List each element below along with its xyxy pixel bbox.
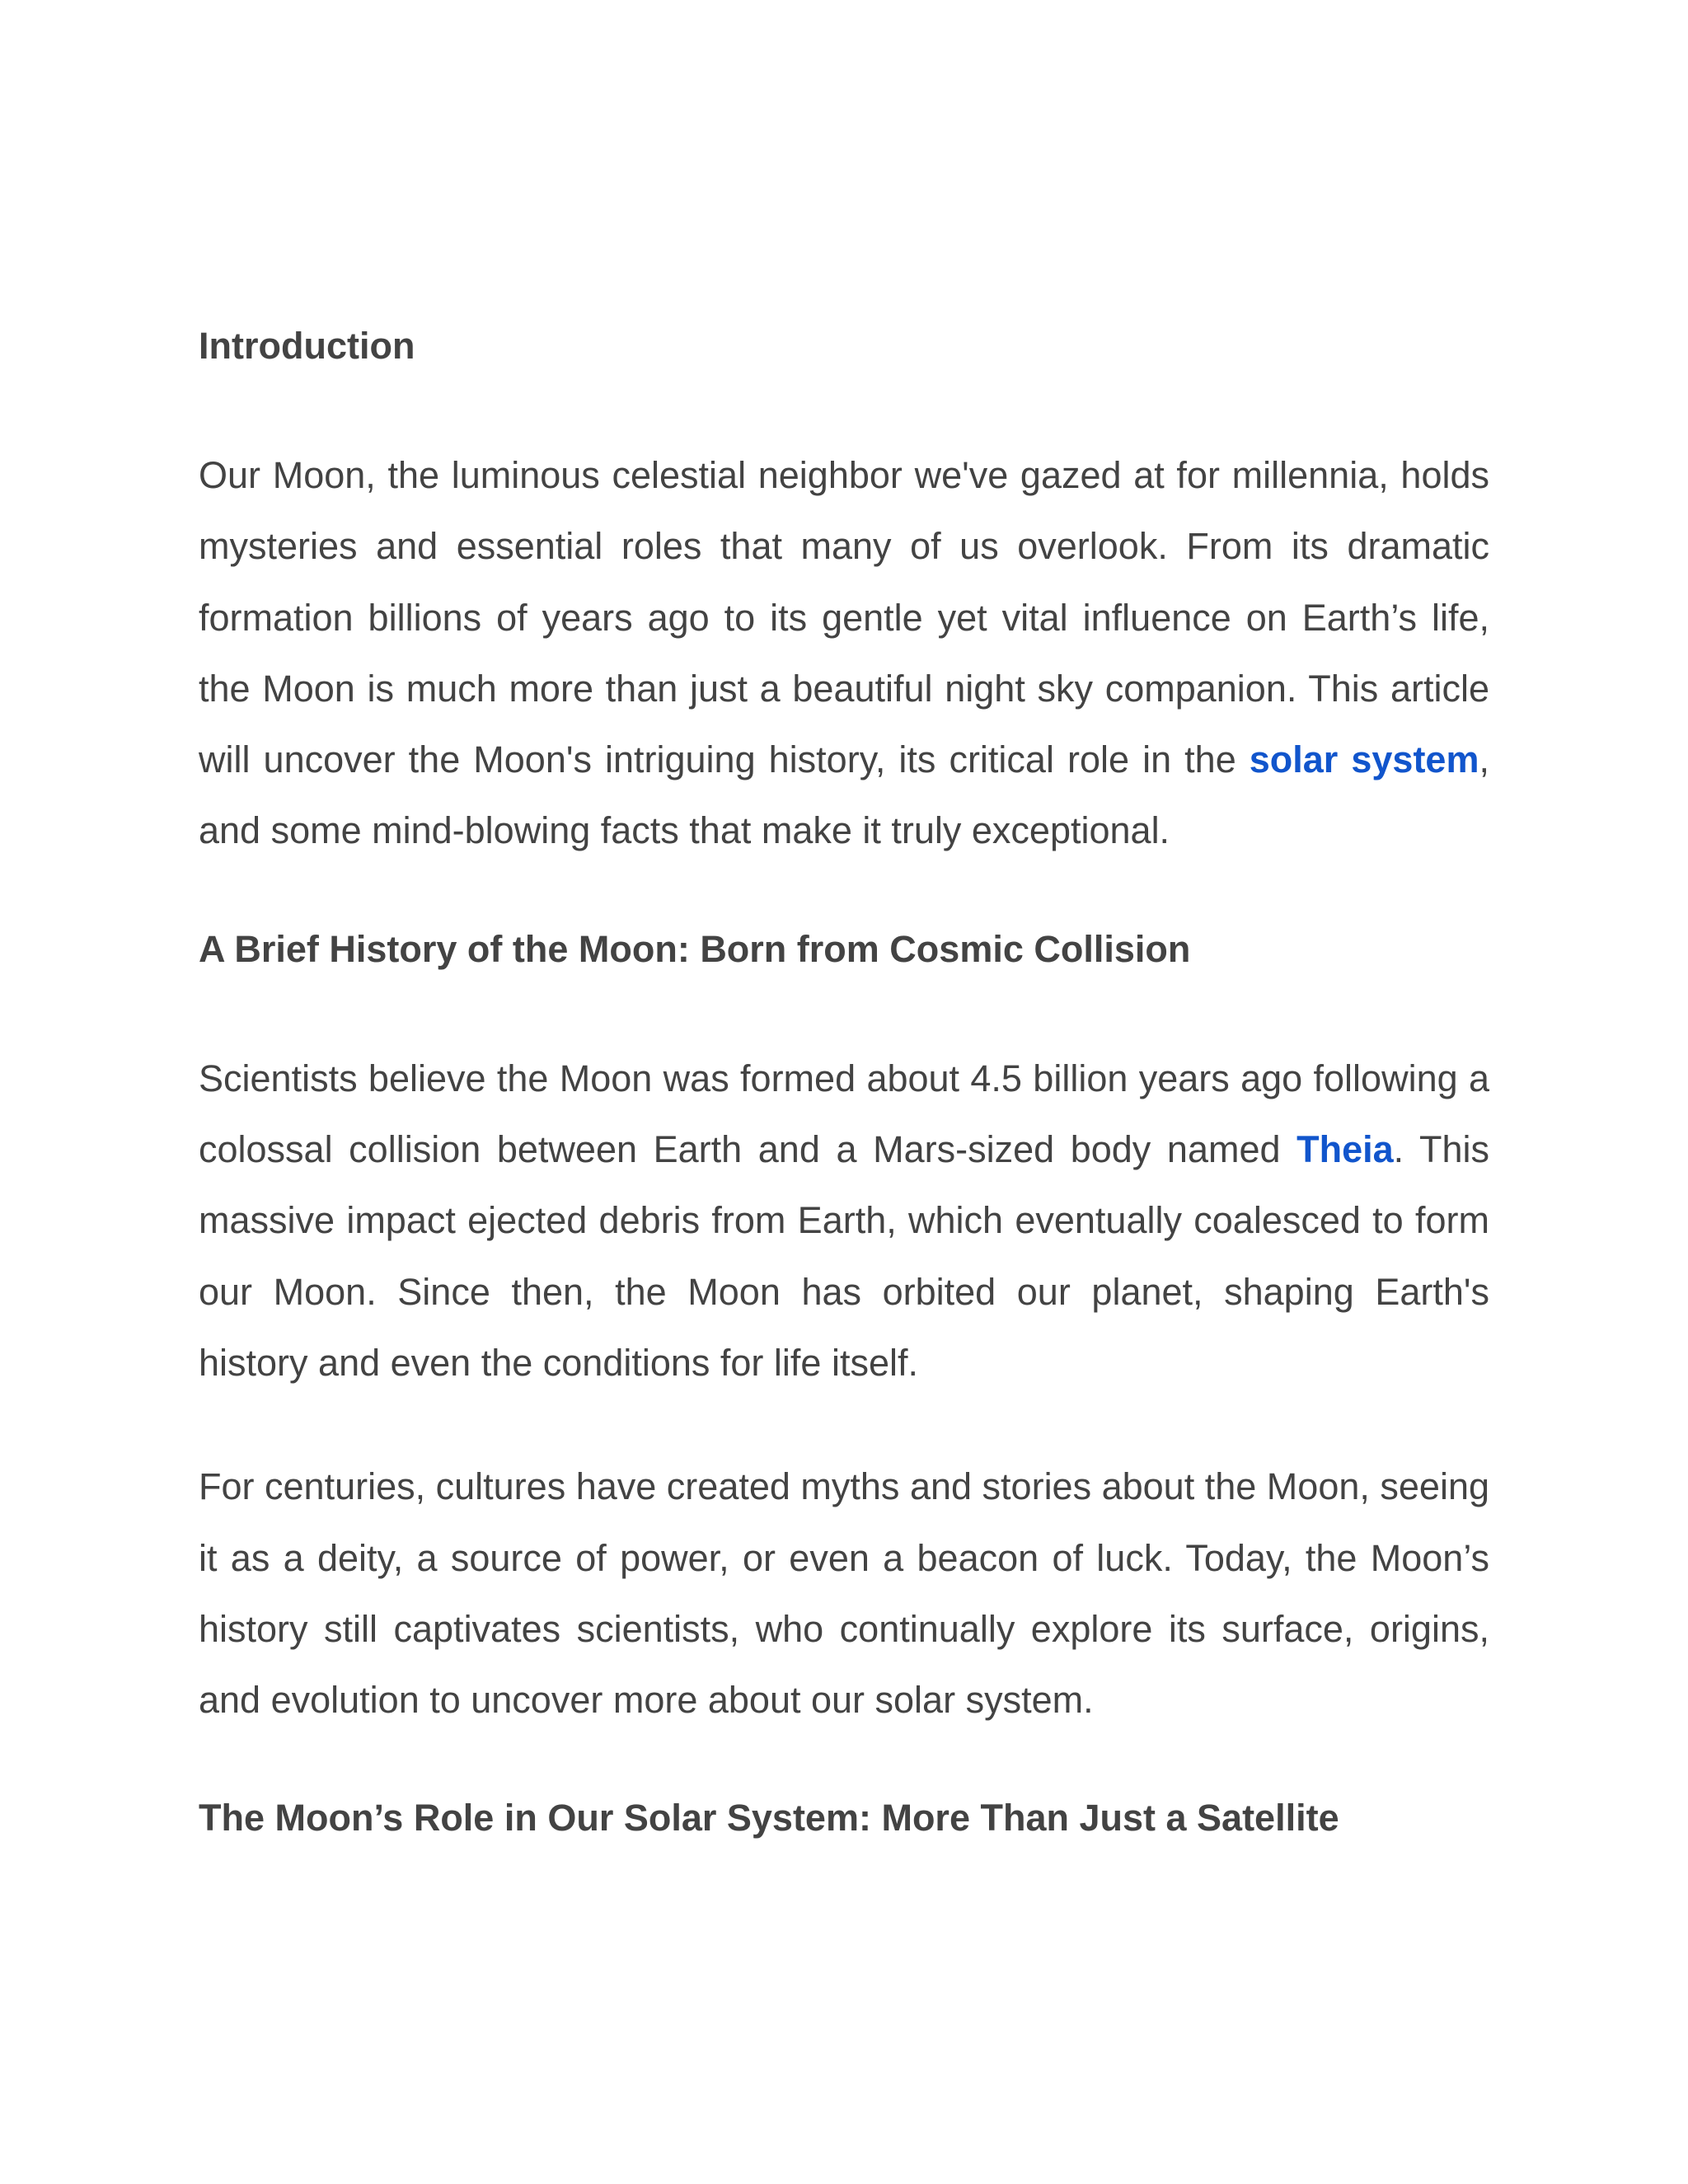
introduction-heading: Introduction [199,325,415,367]
document-body [199,316,1489,1848]
history-paragraph-1 [199,1043,1489,1399]
introduction-text-end: , and some mind-blowing facts that make it truly exceptional. [199,738,1489,852]
history-heading: A Brief History of the Moon: Born from Cosmic Collision [199,927,1191,970]
introduction-text-start: Our Moon, the luminous celestial neighbor we've gazed at for millennia, holds mysteries and essential roles that many of us overlook. From its dramatic formation billions of years ago to its gentle yet vital influence on Earth’s life, the Moon is much more than just a beautiful night sky companion. This article will uncover the Moon's intriguing history, its critical role in the [199,454,1489,781]
introduction-paragraph [199,440,1489,867]
history-p1-text-start: Scientists believe the Moon was formed about 4.5 billion years ago following a colossal collision between Earth and a Mars-sized body named [199,1057,1489,1171]
history-p1-text-end: . This massive impact ejected debris from Earth, which eventually coalesced to form our Moon. Since then, the Moon has orbited our planet, shaping Earth's history and even the conditions for life itself. [199,1128,1489,1384]
solar-system-link[interactable]: solar system [1249,738,1479,781]
theia-link[interactable]: Theia [1296,1128,1394,1171]
role-heading: The Moon’s Role in Our Solar System: More Than Just a Satellite [199,1797,1339,1840]
history-paragraph-2: For centuries, cultures have created myths and stories about the Moon, seeing it as a deity, a source of power, or even a beacon of luck. Today, the Moon’s history still captivates scientists, who continually explore its surface, origins, and evolution to uncover more about our solar system. [199,1465,1489,1722]
